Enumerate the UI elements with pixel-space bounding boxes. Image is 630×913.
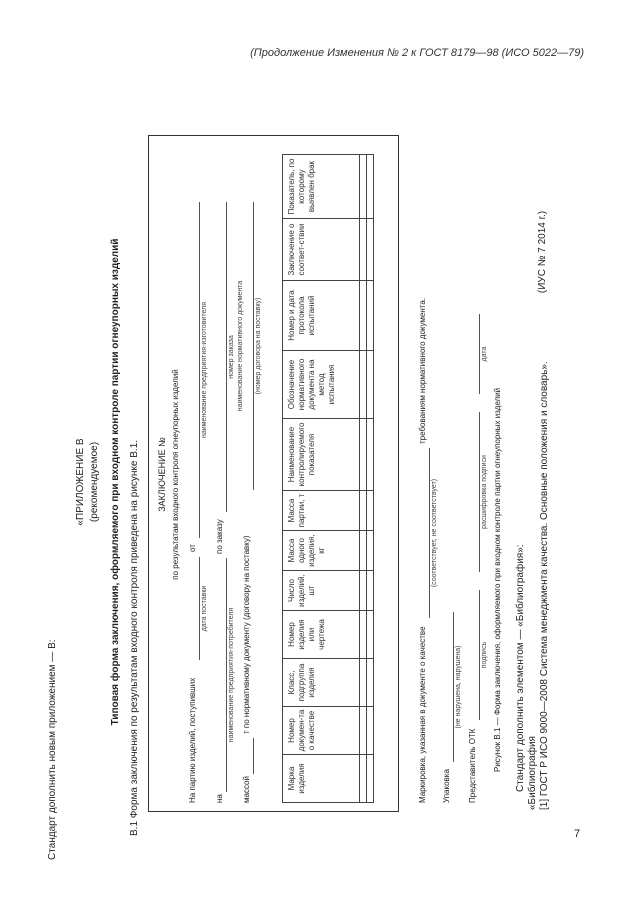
appendix-subtitle: (рекомендуемое) <box>89 441 100 523</box>
caption-contract: (номер договора на поставку) <box>255 297 262 395</box>
page-header: (Продолжение Изменения № 2 к ГОСТ 8179—98 (ИСО 5022—79) <box>250 47 584 59</box>
line2-prefix: на <box>215 794 224 803</box>
col-conformity: Заключение о соответ-ствии <box>283 219 360 281</box>
col-quality-doc-number: Номер докумен-та о качестве <box>283 707 360 755</box>
bibliography-title: «Библиография <box>527 736 538 810</box>
col-grade: Марка изделия <box>283 755 360 803</box>
col-count: Число изделий, шт <box>283 571 360 611</box>
col-lot-mass: Масса партии, т <box>283 491 360 531</box>
caption-consumer: наименование предприятия-потребителя <box>228 607 235 743</box>
appendix-heading: Типовая форма заключения, оформляемого при входном контроле партии огнеупорных изделий <box>110 238 121 726</box>
col-protocol: Номер и дата протокола испытаний <box>283 281 360 351</box>
caption-order-number: номер заказа <box>228 335 235 379</box>
delivery-date-line <box>199 557 200 660</box>
supplier-line <box>199 202 200 538</box>
line1-from: от <box>188 544 197 552</box>
packaging-line <box>453 612 454 762</box>
intro-text: Стандарт дополнить новым приложением — В: <box>47 639 58 860</box>
signature-line <box>479 590 480 720</box>
col-test-method-doc: Обозначение нормативного документа на метод испытания <box>283 351 360 419</box>
caption-marking: (соответствует, не соответствует) <box>431 478 438 588</box>
page-number: 7 <box>574 828 581 840</box>
ius-reference: (ИУС № 7 2014 г.) <box>537 210 548 294</box>
line3-normative: т по нормативному документу (договору на поставку) <box>242 535 251 734</box>
inspection-table <box>282 154 374 803</box>
caption-normative-doc: наименование нормативного документа <box>237 280 244 412</box>
appendix-title: «ПРИЛОЖЕНИЕ В <box>75 438 86 526</box>
bibliography-intro: Стандарт дополнить элементом — «Библиография»: <box>515 544 526 792</box>
caption-rep-date: дата <box>481 346 488 362</box>
marking-prefix: Маркировка, указанная в документе о качестве <box>418 626 427 803</box>
normative-doc-line <box>253 202 254 490</box>
form-subtitle: по результатам входного контроля огнеупорных изделий <box>171 369 180 580</box>
table-row <box>367 155 374 803</box>
col-defect-indicator: Показатель, по которому выявлен брак <box>283 155 360 219</box>
col-item-number: Номер изделия или чертежа <box>283 611 360 659</box>
rotated-page-content <box>10 92 550 872</box>
caption-delivery-date: дата поставки <box>201 585 208 632</box>
caption-packaging: (не нарушена, нарушена) <box>455 645 462 729</box>
clause-b1: В.1 Форма заключения по результатам входного контроля приведена на рисунке В.1. <box>129 439 140 836</box>
mass-line <box>253 738 254 774</box>
rep-prefix: Представитель ОТК <box>468 728 477 803</box>
line1-prefix: На партию изделий, поступивших <box>188 677 197 803</box>
order-number-line <box>226 202 227 512</box>
caption-signature-decode: расшифровка подписи <box>481 455 488 529</box>
figure-caption: Рисунок В.1 — Форма заключения, оформляемого при входном контроле партии огнеупорных изделий <box>493 387 502 772</box>
rep-date-line <box>479 314 480 394</box>
line3-prefix: массой <box>242 776 251 803</box>
consumer-line <box>226 558 227 792</box>
line2-order: по заказу <box>215 519 224 554</box>
table-row <box>360 155 367 803</box>
marking-suffix: требованиям нормативного документа. <box>418 297 427 444</box>
col-class: Класс, подгруппа изделия <box>283 659 360 707</box>
caption-supplier: наименование предприятия-изготовителя <box>201 302 208 438</box>
col-indicator: Наименование контролируемого показателя <box>283 419 360 491</box>
caption-signature: подпись <box>481 641 488 669</box>
signature-decode-line <box>479 412 480 572</box>
bibliography-entry: [1] ГОСТ Р ИСО 9000—2008 Система менеджмента качества. Основные положения и словарь». <box>539 361 550 810</box>
form-title: ЗАКЛЮЧЕНИЕ № <box>157 437 167 512</box>
packaging-prefix: Упаковка <box>442 769 451 803</box>
marking-line <box>429 448 430 618</box>
col-unit-mass: Масса одного изделия, кг <box>283 531 360 571</box>
